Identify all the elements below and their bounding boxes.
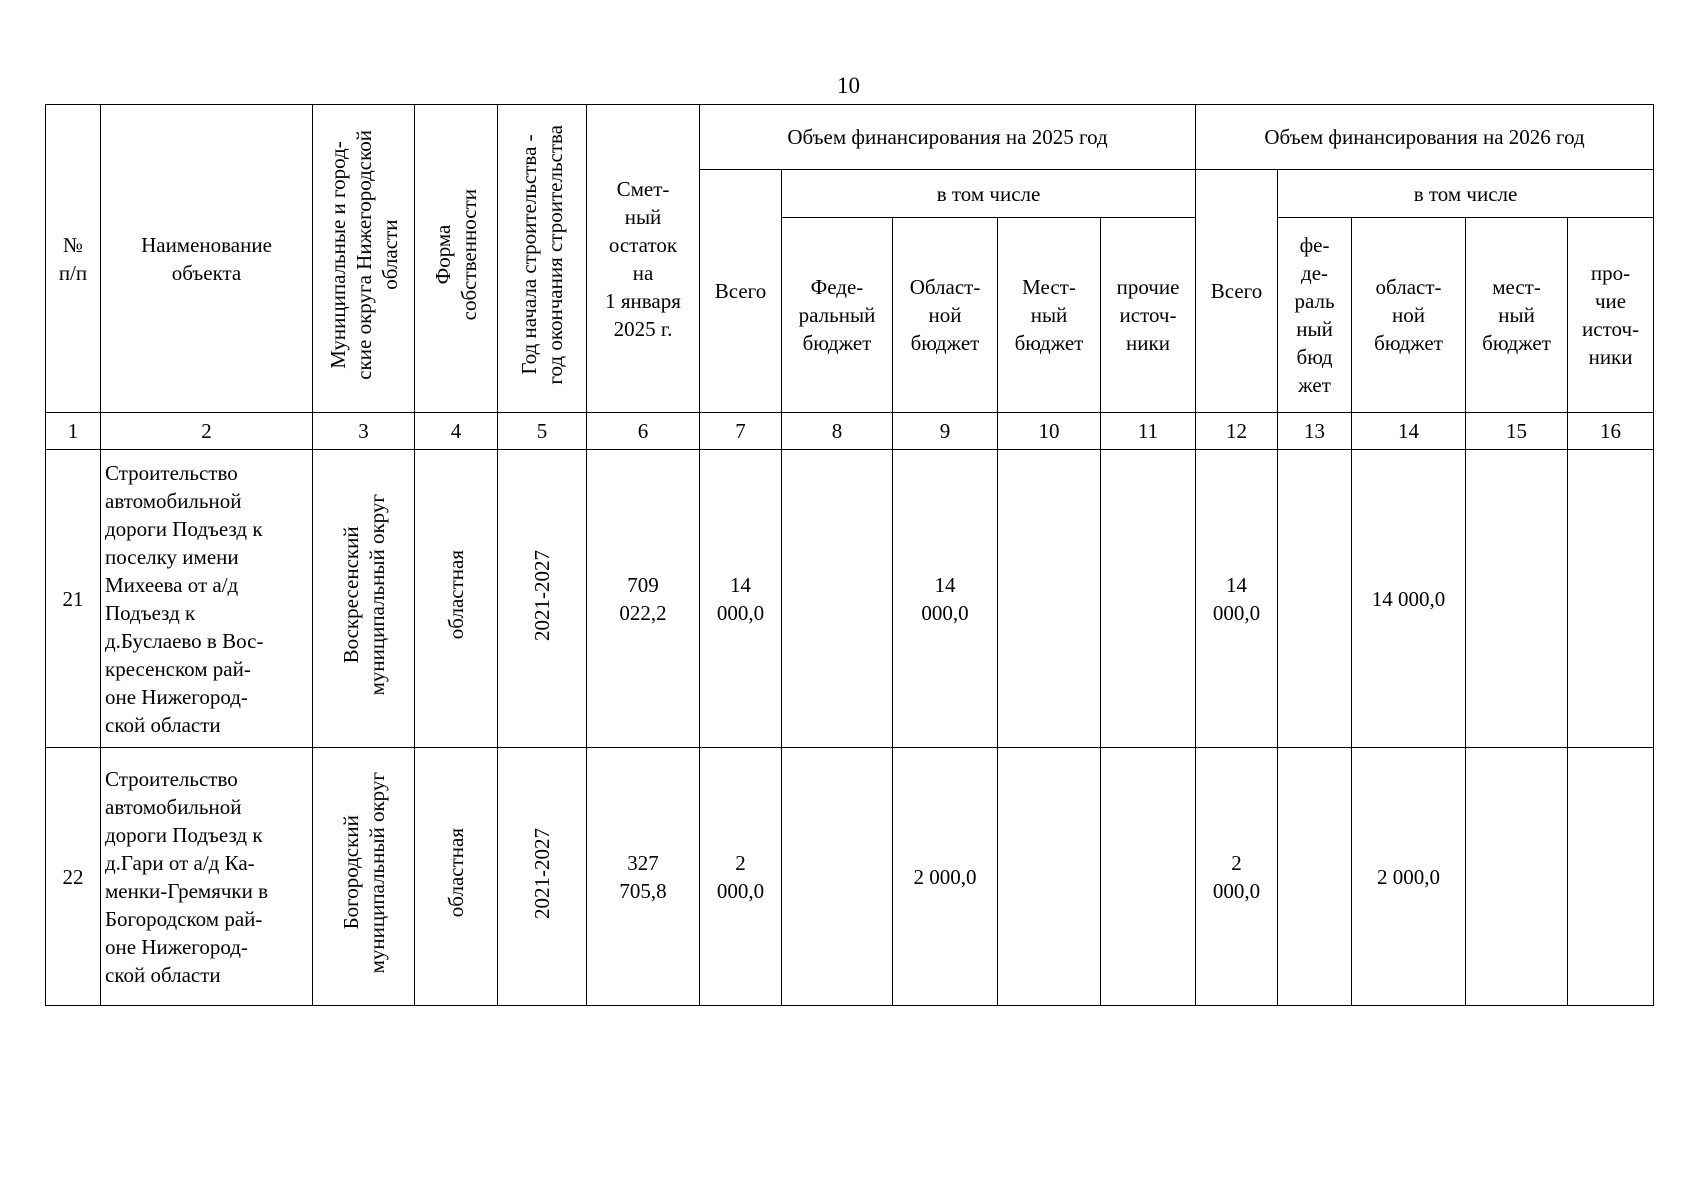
header-regional-2026: област- ной бюджет bbox=[1352, 218, 1466, 413]
municipal-district bbox=[313, 450, 415, 748]
column-number: 3 bbox=[313, 413, 415, 450]
object-name-line: оне Нижегород- bbox=[105, 684, 248, 709]
header-construction-years-text: Год начала строительства - год окончания строительства bbox=[517, 125, 567, 385]
header-object-name: Наименование объекта bbox=[101, 105, 313, 413]
object-name-line: ской области bbox=[105, 962, 221, 987]
object-name-line: Богородском рай- bbox=[105, 906, 263, 931]
header-local-2026: мест- ный бюджет bbox=[1466, 218, 1568, 413]
header-other-2026: про- чие источ- ники bbox=[1568, 218, 1654, 413]
object-name-line: кресенском рай- bbox=[105, 656, 251, 681]
header-including-2025: в том числе bbox=[782, 170, 1196, 218]
regional-2026: 2 000,0 bbox=[1352, 748, 1466, 1006]
object-name-line: менки-Гремячки в bbox=[105, 878, 269, 903]
column-number: 12 bbox=[1196, 413, 1278, 450]
ownership-text: областная bbox=[444, 828, 468, 918]
column-number: 1 bbox=[46, 413, 101, 450]
object-name-line: автомобильной bbox=[105, 794, 242, 819]
municipal-district-text: Богородский муниципальный округ bbox=[338, 772, 389, 974]
page-number: 10 bbox=[837, 73, 860, 98]
column-number: 8 bbox=[782, 413, 893, 450]
row-number: 22 bbox=[46, 748, 101, 1006]
object-name-line: Михеева от а/д bbox=[105, 572, 239, 597]
column-number: 9 bbox=[893, 413, 998, 450]
financing-table bbox=[45, 104, 1654, 1006]
regional-2025: 2 000,0 bbox=[893, 748, 998, 1006]
header-financing-2026: Объем финансирования на 2026 год bbox=[1196, 105, 1654, 170]
federal-2025 bbox=[782, 748, 893, 1006]
header-ownership-text: Форма собственности bbox=[431, 189, 481, 321]
object-name bbox=[101, 748, 313, 1006]
estimate-balance: 327 705,8 bbox=[587, 748, 700, 1006]
ownership-text: областная bbox=[444, 550, 468, 640]
ownership bbox=[415, 748, 498, 1006]
header-total-2025: Всего bbox=[700, 170, 782, 413]
table-row bbox=[46, 450, 1654, 748]
row-number: 21 bbox=[46, 450, 101, 748]
header-municipal-district-text: Муниципальные и город- ские округа Нижегородской области bbox=[325, 130, 402, 380]
object-name-line: Строительство bbox=[105, 766, 238, 791]
header-federal-2026: фе- де- раль ный бюд жет bbox=[1278, 218, 1352, 413]
local-2026 bbox=[1466, 450, 1568, 748]
column-number: 11 bbox=[1101, 413, 1196, 450]
column-number: 15 bbox=[1466, 413, 1568, 450]
regional-2025: 14 000,0 bbox=[893, 450, 998, 748]
object-name-line: дороги Подъезд к bbox=[105, 822, 263, 847]
header-municipal-district bbox=[313, 105, 415, 413]
object-name bbox=[101, 450, 313, 748]
header-regional-2025: Област- ной бюджет bbox=[893, 218, 998, 413]
header-other-2025: прочие источ- ники bbox=[1101, 218, 1196, 413]
local-2025 bbox=[998, 748, 1101, 1006]
object-name-line: дороги Подъезд к bbox=[105, 516, 263, 541]
total-2026: 14 000,0 bbox=[1196, 450, 1278, 748]
object-name-line: Строительство bbox=[105, 460, 238, 485]
header-number: № п/п bbox=[46, 105, 101, 413]
federal-2026 bbox=[1278, 748, 1352, 1006]
object-name-line: д.Гари от а/д Ка- bbox=[105, 850, 255, 875]
header-federal-2025: Феде- ральный бюджет bbox=[782, 218, 893, 413]
ownership bbox=[415, 450, 498, 748]
other-2025 bbox=[1101, 748, 1196, 1006]
total-2025: 14 000,0 bbox=[700, 450, 782, 748]
column-number: 4 bbox=[415, 413, 498, 450]
object-name-line: автомобильной bbox=[105, 488, 242, 513]
estimate-balance: 709 022,2 bbox=[587, 450, 700, 748]
municipal-district bbox=[313, 748, 415, 1006]
construction-years-text: 2021-2027 bbox=[530, 827, 554, 919]
object-name-line: ской области bbox=[105, 712, 221, 737]
column-number: 7 bbox=[700, 413, 782, 450]
federal-2026 bbox=[1278, 450, 1352, 748]
table-row bbox=[46, 748, 1654, 1006]
column-number: 14 bbox=[1352, 413, 1466, 450]
header-row-1 bbox=[46, 105, 1654, 170]
column-number-row bbox=[46, 413, 1654, 450]
column-number: 2 bbox=[101, 413, 313, 450]
other-2026 bbox=[1568, 450, 1654, 748]
construction-years bbox=[498, 748, 587, 1006]
municipal-district-text: Воскресенский муниципальный округ bbox=[338, 494, 389, 696]
regional-2026: 14 000,0 bbox=[1352, 450, 1466, 748]
column-number: 16 bbox=[1568, 413, 1654, 450]
header-construction-years bbox=[498, 105, 587, 413]
header-ownership bbox=[415, 105, 498, 413]
federal-2025 bbox=[782, 450, 893, 748]
object-name-line: поселку имени bbox=[105, 544, 239, 569]
other-2026 bbox=[1568, 748, 1654, 1006]
total-2025: 2 000,0 bbox=[700, 748, 782, 1006]
construction-years bbox=[498, 450, 587, 748]
local-2026 bbox=[1466, 748, 1568, 1006]
other-2025 bbox=[1101, 450, 1196, 748]
column-number: 6 bbox=[587, 413, 700, 450]
header-local-2025: Мест- ный бюджет bbox=[998, 218, 1101, 413]
object-name-line: д.Буслаево в Вос- bbox=[105, 628, 264, 653]
total-2026: 2 000,0 bbox=[1196, 748, 1278, 1006]
header-including-2026: в том числе bbox=[1278, 170, 1654, 218]
header-total-2026: Всего bbox=[1196, 170, 1278, 413]
column-number: 13 bbox=[1278, 413, 1352, 450]
object-name-line: оне Нижегород- bbox=[105, 934, 248, 959]
column-number: 5 bbox=[498, 413, 587, 450]
column-number: 10 bbox=[998, 413, 1101, 450]
object-name-line: Подъезд к bbox=[105, 600, 196, 625]
header-financing-2025: Объем финансирования на 2025 год bbox=[700, 105, 1196, 170]
header-estimate-balance: Смет- ный остаток на 1 января 2025 г. bbox=[587, 105, 700, 413]
local-2025 bbox=[998, 450, 1101, 748]
construction-years-text: 2021-2027 bbox=[530, 549, 554, 641]
